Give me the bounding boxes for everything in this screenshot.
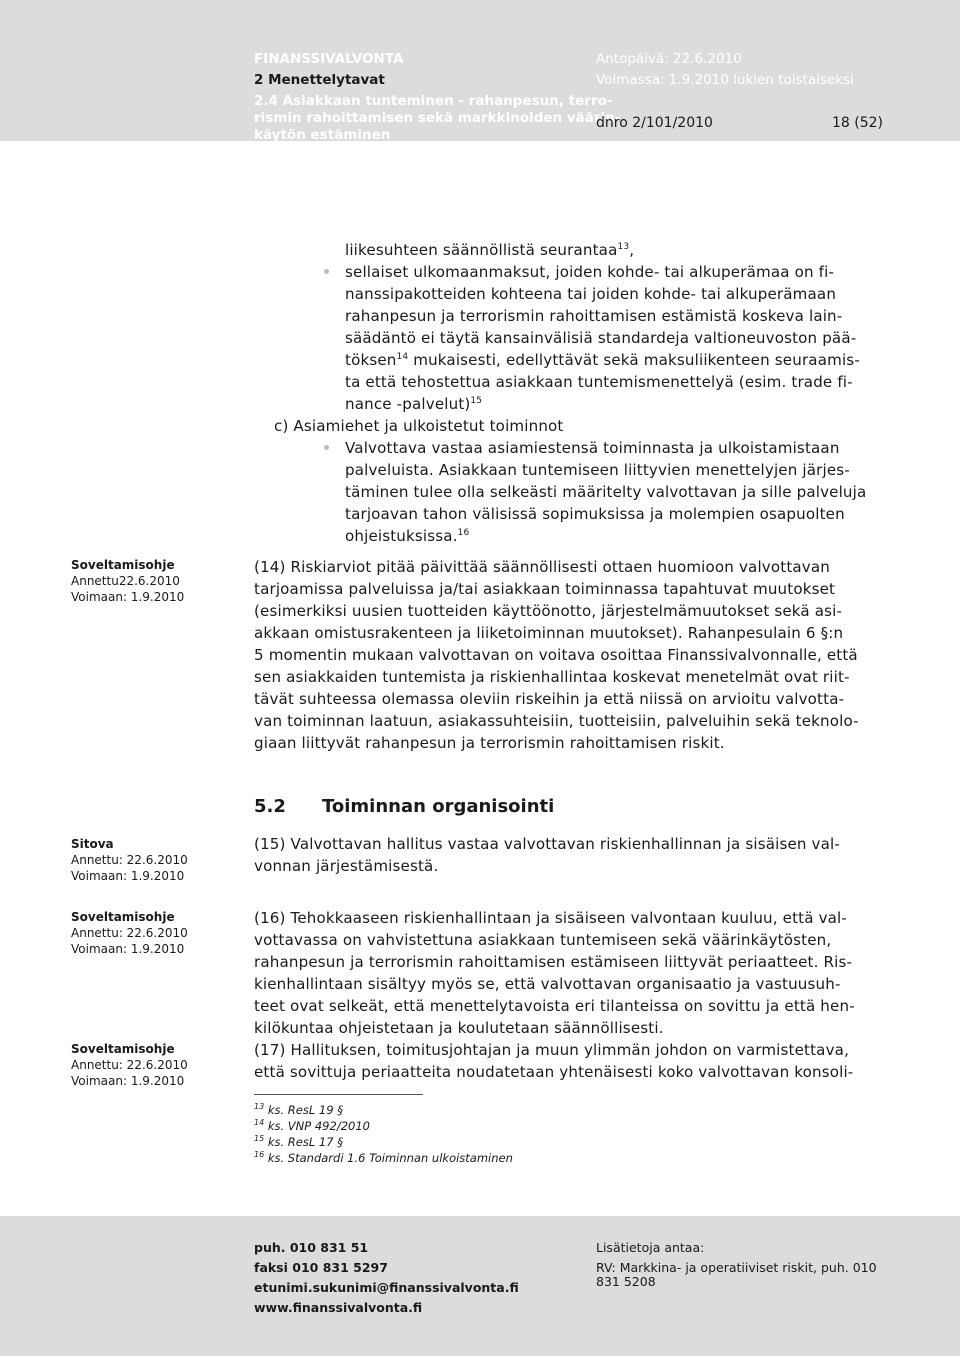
footer-contact: RV: Markkina- ja operatiiviset riskit, puh. 010 bbox=[596, 1260, 877, 1275]
section-heading-title: Toiminnan organisointi bbox=[322, 796, 555, 817]
footnote-divider bbox=[254, 1094, 423, 1095]
margin-note bbox=[71, 557, 184, 605]
footer-website[interactable]: www.finanssivalvonta.fi bbox=[254, 1300, 423, 1315]
margin-note bbox=[71, 836, 188, 884]
section-title: 2 Menettelytavat bbox=[254, 72, 385, 88]
list-line: nance -palvelut)$^{15}$ bbox=[345, 395, 483, 413]
list-line: ohjeistuksissa.$^{16}$ bbox=[345, 527, 470, 545]
margin-note-effective: Voimaan: 1.9.2010 bbox=[71, 942, 185, 956]
footer-phone: puh. 010 831 51 bbox=[254, 1240, 369, 1255]
subsection-title-line-3: käytön estäminen bbox=[254, 127, 391, 143]
footnote-ref: 14 bbox=[396, 352, 409, 362]
margin-note-issued: Annettu: 22.6.2010 bbox=[71, 1058, 188, 1072]
list-line: täminen tulee olla selkeästi määritelty valvottavan ja sille palveluja bbox=[345, 483, 867, 501]
validity: Voimassa: 1.9.2010 lukien toistaiseksi bbox=[596, 72, 854, 88]
bullet-icon bbox=[324, 269, 329, 274]
margin-note-effective: Voimaan: 1.9.2010 bbox=[71, 1074, 185, 1088]
footer-email[interactable]: etunimi.sukunimi@finanssivalvonta.fi bbox=[254, 1280, 519, 1295]
margin-note-status: Sitova bbox=[71, 837, 114, 851]
list-line: rahanpesun ja terrorismin rahoittamisen estämistä koskeva lain- bbox=[345, 307, 843, 325]
list-line: töksen$^{14}$ mukaisesti, edellyttävät sekä maksuliikenteen seuraamis- bbox=[345, 351, 860, 369]
margin-note-status: Soveltamisohje bbox=[71, 910, 175, 924]
footnote: $^{14}$ ks. VNP 492/2010 bbox=[254, 1118, 370, 1133]
document-number: dnro 2/101/2010 bbox=[596, 115, 713, 131]
list-line: tarjoavan tahon välisissä sopimuksissa ja molempien osapuolten bbox=[345, 505, 845, 523]
paragraph-14-line: giaan liittyvät rahanpesun ja terrorismin rahoittamisen riskit. bbox=[254, 734, 725, 752]
margin-note-status: Soveltamisohje bbox=[71, 558, 175, 572]
paragraph-14-line: 5 momentin mukaan valvottavan on voitava osoittaa Finanssivalvonnalle, että bbox=[254, 646, 858, 664]
paragraph-14-line: van toiminnan laatuun, asiakassuhteisiin, tuotteisiin, palveluihin sekä teknolo- bbox=[254, 712, 859, 730]
list-line: Valvottava vastaa asiamiestensä toiminnasta ja ulkoistamistaan bbox=[345, 439, 840, 457]
paragraph-16-line: kilökuntaa ohjeistetaan ja koulutetaan säännöllisesti. bbox=[254, 1019, 664, 1037]
list-line: säädäntö ei täytä kansainvälisiä standardeja valtioneuvoston pää- bbox=[345, 329, 857, 347]
margin-note-issued: Annettu: 22.6.2010 bbox=[71, 926, 188, 940]
margin-note bbox=[71, 909, 188, 957]
footer-info-label: Lisätietoja antaa: bbox=[596, 1240, 705, 1255]
paragraph-16-line: (16) Tehokkaaseen riskienhallintaan ja sisäiseen valvontaan kuuluu, että val- bbox=[254, 909, 847, 927]
paragraph-14-line: tarjoamissa palveluissa ja/tai asiakkaan toiminnassa tapahtuvat muutokset bbox=[254, 580, 836, 598]
footnote-number: 15 bbox=[254, 1134, 265, 1143]
paragraph-14-line: (14) Riskiarviot pitää päivittää säännöllisesti ottaen huomioon valvottavan bbox=[254, 558, 830, 576]
paragraph-14-line: tävät suhteessa olemassa oleviin riskeihin ja että niissä on arvioitu valvotta- bbox=[254, 690, 845, 708]
list-line: palveluista. Asiakkaan tuntemiseen liittyvien menettelyjen järjes- bbox=[345, 461, 850, 479]
section-heading-number: 5.2 bbox=[254, 796, 286, 817]
paragraph-14-line: (esimerkiksi uusien tuotteiden käyttöönotto, järjestelmämuutokset sekä asi- bbox=[254, 602, 843, 620]
list-line: nanssipakotteiden kohteena tai joiden kohde- tai alkuperämaan bbox=[345, 285, 837, 303]
footnote-number: 16 bbox=[254, 1150, 265, 1159]
issue-date: Antopäivä: 22.6.2010 bbox=[596, 51, 742, 67]
margin-note-effective: Voimaan: 1.9.2010 bbox=[71, 590, 185, 604]
subsection-title-line-1: 2.4 Asiakkaan tunteminen - rahanpesun, terro- bbox=[254, 93, 613, 109]
page-footer bbox=[0, 1216, 960, 1356]
paragraph-14-line: sen asiakkaiden tuntemista ja riskienhallintaa koskevat menetelmät ovat riit- bbox=[254, 668, 850, 686]
margin-note-status: Soveltamisohje bbox=[71, 1042, 175, 1056]
paragraph-16-line: kienhallintaan sisältyy myös se, että valvottavan organisaatio ja vastuusuh- bbox=[254, 975, 841, 993]
list-line: sellaiset ulkomaanmaksut, joiden kohde- tai alkuperämaa on fi- bbox=[345, 263, 835, 281]
footnote: $^{15}$ ks. ResL 17 § bbox=[254, 1134, 343, 1149]
footer-fax: faksi 010 831 5297 bbox=[254, 1260, 388, 1275]
paragraph-16-line: teet ovat selkeät, että menettelytavoista eri tilanteissa on sovittu ja että hen- bbox=[254, 997, 855, 1015]
paragraph-16-line: rahanpesun ja terrorismin rahoittamisen estämiseen liittyvät periaatteet. Ris- bbox=[254, 953, 853, 971]
paragraph-16-line: vottavassa on vahvistettuna asiakkaan tuntemiseen sekä väärinkäytösten, bbox=[254, 931, 832, 949]
footnote-ref: 13 bbox=[617, 242, 630, 252]
paragraph-17-line: että sovittuja periaatteita noudatetaan yhtenäisesti koko valvottavan konsoli- bbox=[254, 1063, 854, 1081]
paragraph-17-line: (17) Hallituksen, toimitusjohtajan ja muun ylimmän johdon on varmistettava, bbox=[254, 1041, 850, 1059]
footnote: $^{13}$ ks. ResL 19 § bbox=[254, 1102, 343, 1117]
margin-note-issued: Annettu22.6.2010 bbox=[71, 574, 180, 588]
margin-note-issued: Annettu: 22.6.2010 bbox=[71, 853, 188, 867]
paragraph-14-line: akkaan omistusrakenteen ja liiketoiminnan muutokset). Rahanpesulain 6 §:n bbox=[254, 624, 844, 642]
footnote-ref: 15 bbox=[470, 396, 483, 406]
margin-note bbox=[71, 1041, 188, 1089]
paragraph-15-line: vonnan järjestämisestä. bbox=[254, 857, 439, 875]
margin-note-effective: Voimaan: 1.9.2010 bbox=[71, 869, 185, 883]
list-line: liikesuhteen säännöllistä seurantaa$^{13}$, bbox=[345, 241, 635, 259]
page-number: 18 (52) bbox=[832, 115, 884, 131]
footnote-number: 14 bbox=[254, 1118, 265, 1127]
subsection-title-line-2: rismin rahoittamisen sekä markkinoiden väärin- bbox=[254, 110, 621, 126]
subheading-c: c) Asiamiehet ja ulkoistetut toiminnot bbox=[274, 417, 564, 435]
org-name: FINANSSIVALVONTA bbox=[254, 51, 404, 67]
bullet-icon bbox=[324, 445, 329, 450]
footnote: $^{16}$ ks. Standardi 1.6 Toiminnan ulkoistaminen bbox=[254, 1150, 513, 1165]
list-line: ta että tehostettua asiakkaan tuntemismenettelyä (esim. trade fi- bbox=[345, 373, 853, 391]
paragraph-15-line: (15) Valvottavan hallitus vastaa valvottavan riskienhallinnan ja sisäisen val- bbox=[254, 835, 840, 853]
footnote-number: 13 bbox=[254, 1102, 265, 1111]
footer-contact-phone: 831 5208 bbox=[596, 1274, 656, 1289]
footnote-ref: 16 bbox=[457, 528, 470, 538]
